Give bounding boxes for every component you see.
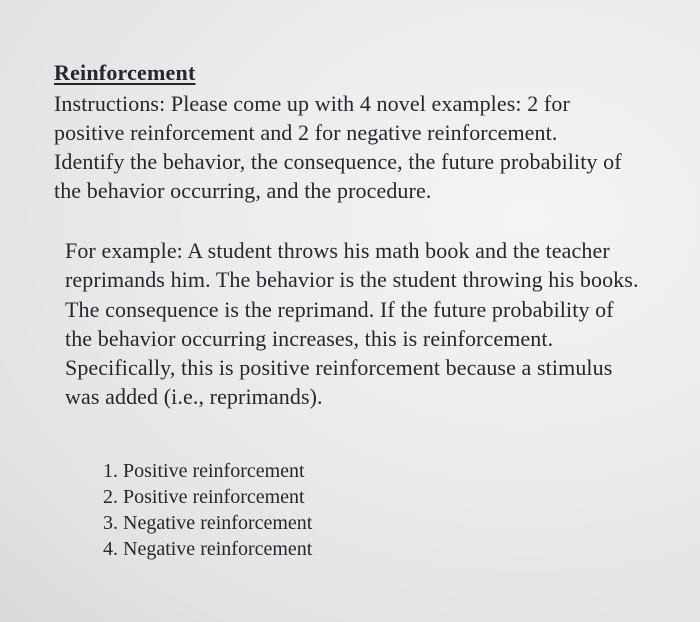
- example-line: was added (i.e., reprimands).: [65, 384, 323, 410]
- example-line: the behavior occurring increases, this is reinforcement.: [65, 325, 554, 351]
- list-item: 3. Negative reinforcement: [103, 512, 313, 534]
- examples-list: [103, 458, 312, 562]
- instructions-line: the behavior occurring, and the procedure.: [54, 178, 432, 203]
- document-title: Reinforcement: [54, 60, 196, 85]
- list-item: 4. Negative reinforcement: [103, 538, 313, 560]
- instructions-line: Identify the behavior, the consequence, the future probability of: [54, 149, 622, 174]
- example-line: Specifically, this is positive reinforcement because a stimulus: [65, 355, 613, 381]
- list-item: 1. Positive reinforcement: [103, 460, 305, 482]
- example-line: reprimands him. The behavior is the student throwing his books.: [65, 267, 639, 293]
- list-item: 2. Positive reinforcement: [103, 486, 305, 508]
- example-line: For example: A student throws his math book and the teacher: [65, 238, 610, 263]
- example-line: The consequence is the reprimand. If the future probability of: [65, 296, 614, 322]
- instructions-line: Instructions: Please come up with 4 novel examples: 2 for: [54, 91, 570, 116]
- instructions-paragraph: [54, 89, 622, 205]
- instructions-line: positive reinforcement and 2 for negative reinforcement.: [54, 120, 558, 145]
- example-paragraph: [65, 236, 639, 412]
